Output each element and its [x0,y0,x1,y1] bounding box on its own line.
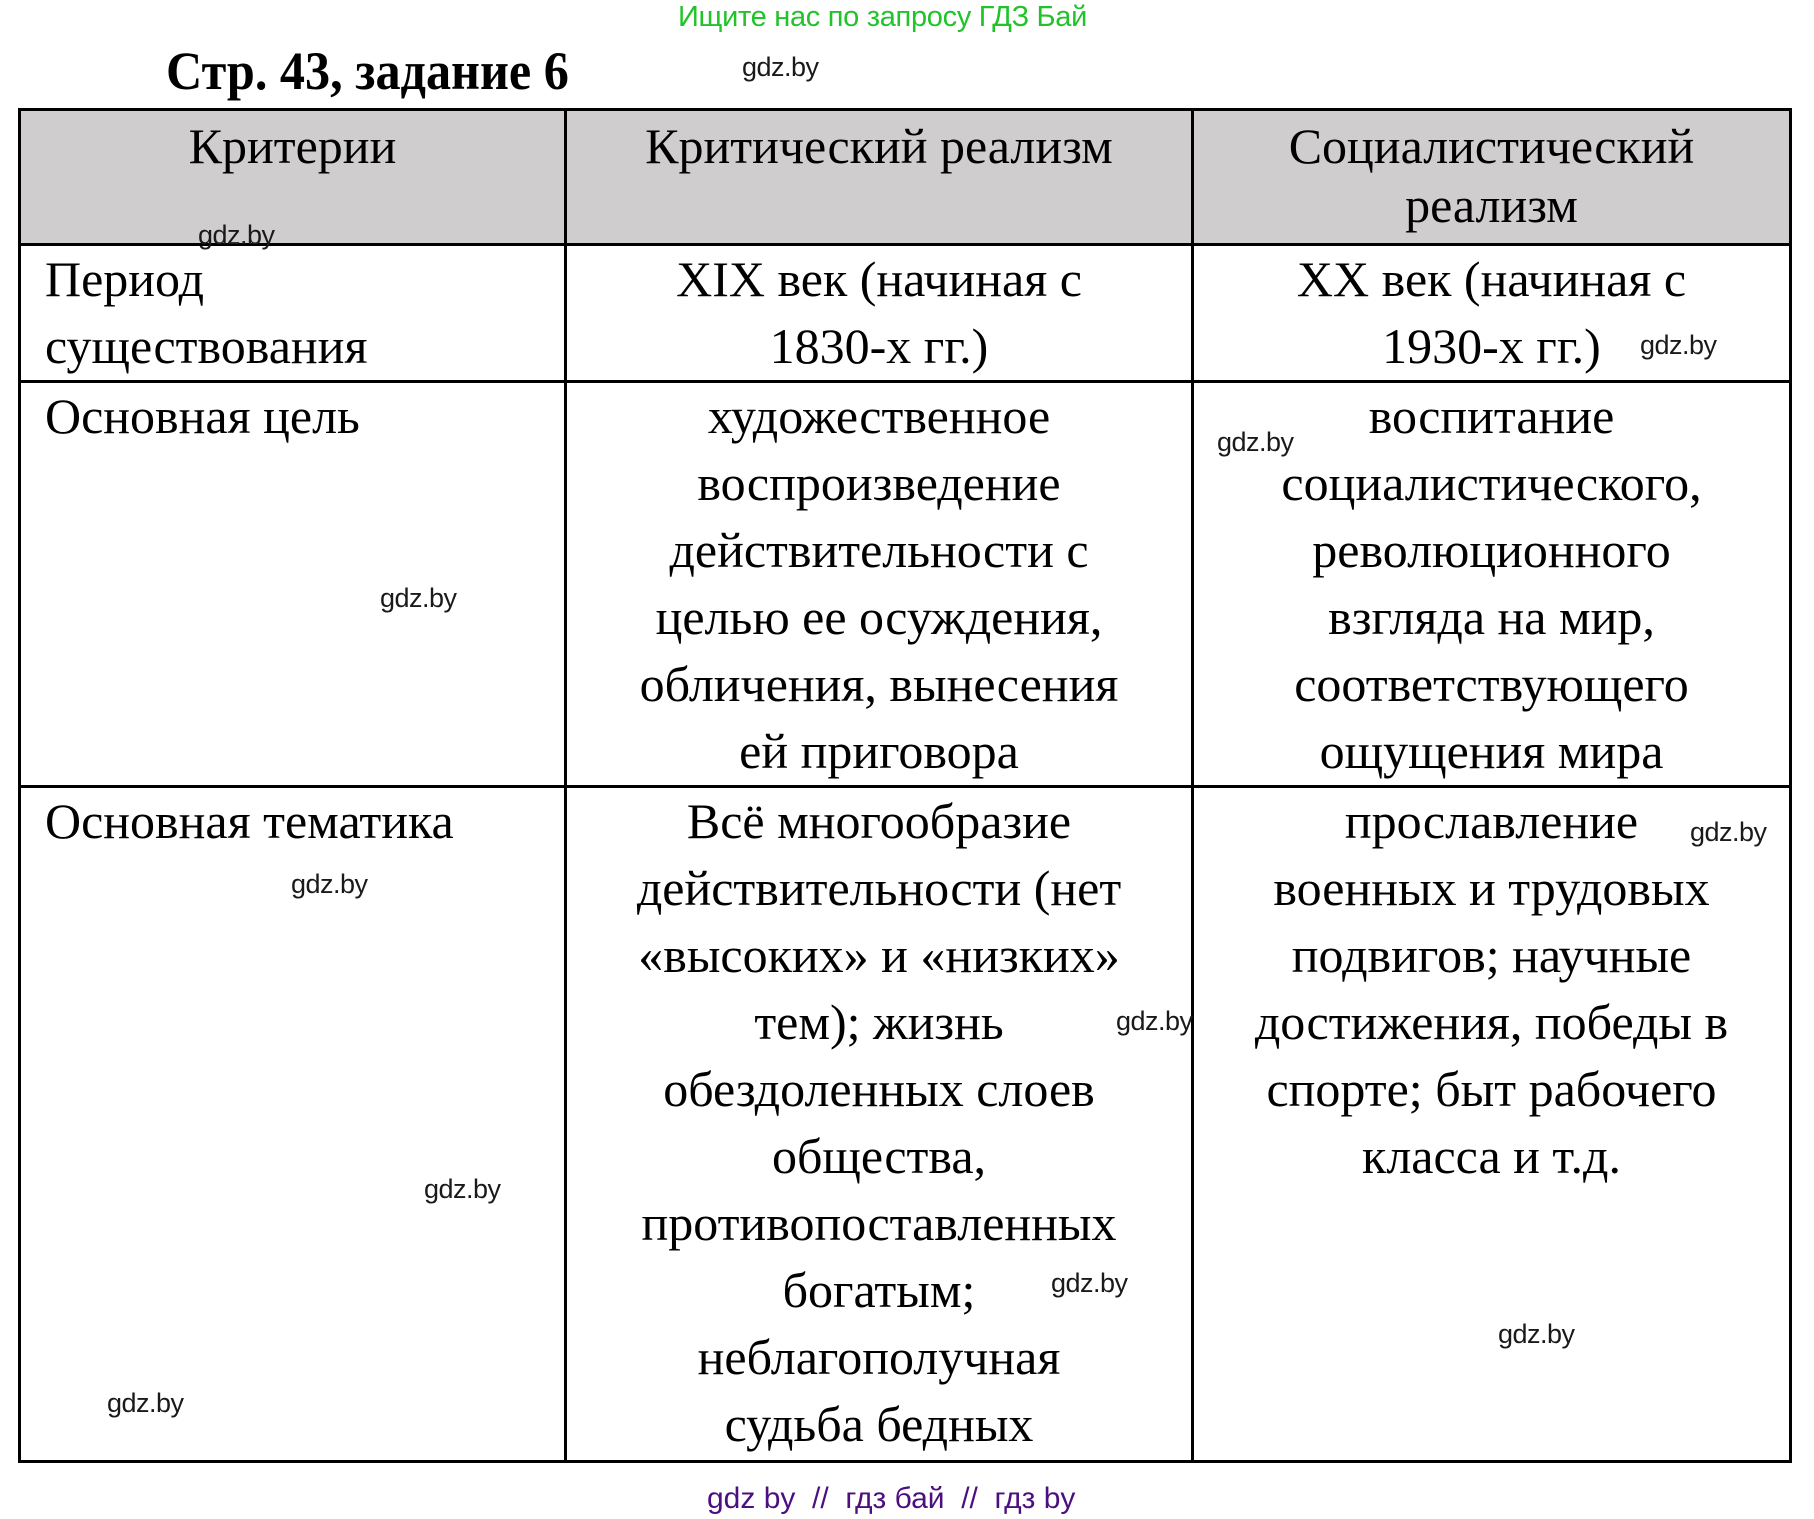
watermark: gdz.by [107,1388,184,1418]
criterion-cell: Основная цель [20,382,566,787]
watermark: gdz.by [1640,330,1717,360]
page-title: Стр. 43, задание 6 [166,41,569,101]
socialist-realism-cell: прославление военных и трудовых подвигов; научные достижения, победы в спорте; быт рабочего класса и т.д. [1193,787,1791,1462]
watermark: gdz.by [1116,1006,1193,1036]
criterion-cell: Период существования [20,245,566,382]
socialist-realism-cell: XX век (начиная с 1930-х гг.) [1193,245,1791,382]
critical-realism-cell: художественное воспроизведение действительности с целью ее осуждения, обличения, вынесения ей приговора [566,382,1193,787]
footer-links[interactable]: gdz by // гдз бай // гдз by [707,1482,1076,1515]
header-socialist-realism: Социалистический реализм [1193,110,1791,245]
promo-banner[interactable]: Ищите нас по запросу ГДЗ Бай [678,1,1088,33]
socialist-realism-cell: воспитание социалистического, революционного взгляда на мир, соответствующего ощущения мира [1193,382,1791,787]
header-criteria: Критерии [20,110,566,245]
watermark: gdz.by [291,869,368,899]
watermark: gdz.by [1051,1268,1128,1298]
watermark: gdz.by [742,52,819,82]
header-critical-realism: Критический реализм [566,110,1193,245]
comparison-table [18,108,1792,1463]
critical-realism-cell: XIX век (начиная с 1830-х гг.) [566,245,1193,382]
watermark: gdz.by [1217,427,1294,457]
table-header-row [20,110,1791,245]
table-row [20,245,1791,382]
criterion-cell: Основная тематика [20,787,566,1462]
watermark: gdz.by [380,583,457,613]
watermark: gdz.by [198,220,275,250]
critical-realism-cell: Всё многообразие действительности (нет «высоких» и «низких» тем); жизнь обездоленных слоев общества, противопоставленных богатым; неблагополучная судьба бедных [566,787,1193,1462]
watermark: gdz.by [1690,817,1767,847]
watermark: gdz.by [1498,1319,1575,1349]
watermark: gdz.by [424,1174,501,1204]
table-row [20,787,1791,1462]
table-row [20,382,1791,787]
